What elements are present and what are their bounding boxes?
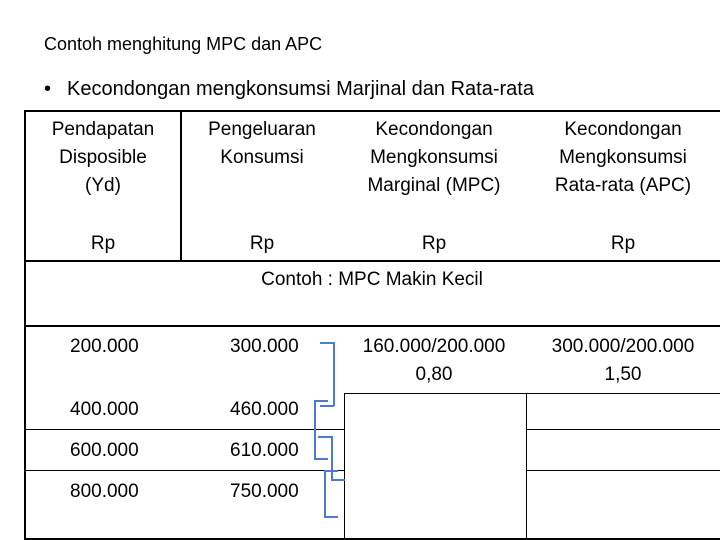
header-col-sep-1 [180,110,182,260]
header-separator [24,260,720,262]
col-sep-mpc [344,393,345,538]
row-3-consumption: 610.000 [230,440,299,461]
bracket-2-top [314,400,328,402]
bracket-2-vertical [314,400,316,460]
bracket-3-top [318,436,332,438]
row-4-consumption: 750.000 [230,481,299,502]
header-consumption [184,116,340,172]
row-1-mpc [344,333,524,389]
row-1-apc [530,333,716,389]
bullet-dot: • [44,78,52,100]
row-4-yd: 800.000 [70,481,139,502]
row-separator-2 [24,429,344,430]
bullet-point [44,78,534,101]
header-consumption-text: Pengeluaran Konsumsi [208,119,316,168]
section-label: Contoh : MPC Makin Kecil [261,269,483,290]
header-mpc [344,116,524,200]
header-mpc-text: Kecondongan Mengkonsumsi Marginal (MPC) [367,119,501,196]
bracket-2-bottom [314,458,328,460]
table-border-top [24,110,720,112]
row-1-consumption: 300.000 [230,336,299,357]
bullet-text: Kecondongan mengkonsumsi Marjinal dan Rata-rata [67,78,534,100]
unit-consumption: Rp [249,233,275,254]
unit-yd: Rp [90,233,116,254]
header-yd [28,116,178,200]
row-separator-3-right [526,470,720,471]
row-1-yd: 200.000 [70,336,139,357]
bracket-1-top [320,342,334,344]
row-3-yd: 600.000 [70,440,139,461]
row-1-mpc-value: 0,80 [415,364,453,385]
col-sep-apc [526,393,527,538]
unit-apc: Rp [610,233,636,254]
bracket-4-vertical [324,470,326,518]
row-2-yd: 400.000 [70,399,139,420]
row-1-mpc-formula: 160.000/200.000 [362,336,506,357]
row-1-apc-value: 1,50 [604,364,642,385]
header-apc-text: Kecondongan Mengkonsumsi Rata-rata (APC) [554,119,692,196]
row-1-apc-formula: 300.000/200.000 [551,336,695,357]
section-separator [24,325,720,327]
row-separator-2-right [526,429,720,430]
bracket-3-vertical [331,436,333,480]
header-yd-text: Pendapatan Disposible (Yd) [51,119,155,196]
row-separator-1-right [344,393,720,394]
row-2-consumption: 460.000 [230,399,299,420]
unit-mpc: Rp [421,233,447,254]
header-apc [530,116,716,200]
slide-title: Contoh menghitung MPC dan APC [44,34,323,54]
bracket-4-top [324,470,338,472]
bracket-4-bottom [324,516,338,518]
bracket-1-bottom [320,405,334,407]
bracket-1-vertical [333,342,335,406]
bracket-3-bottom [331,479,345,481]
row-separator-3 [24,470,344,471]
